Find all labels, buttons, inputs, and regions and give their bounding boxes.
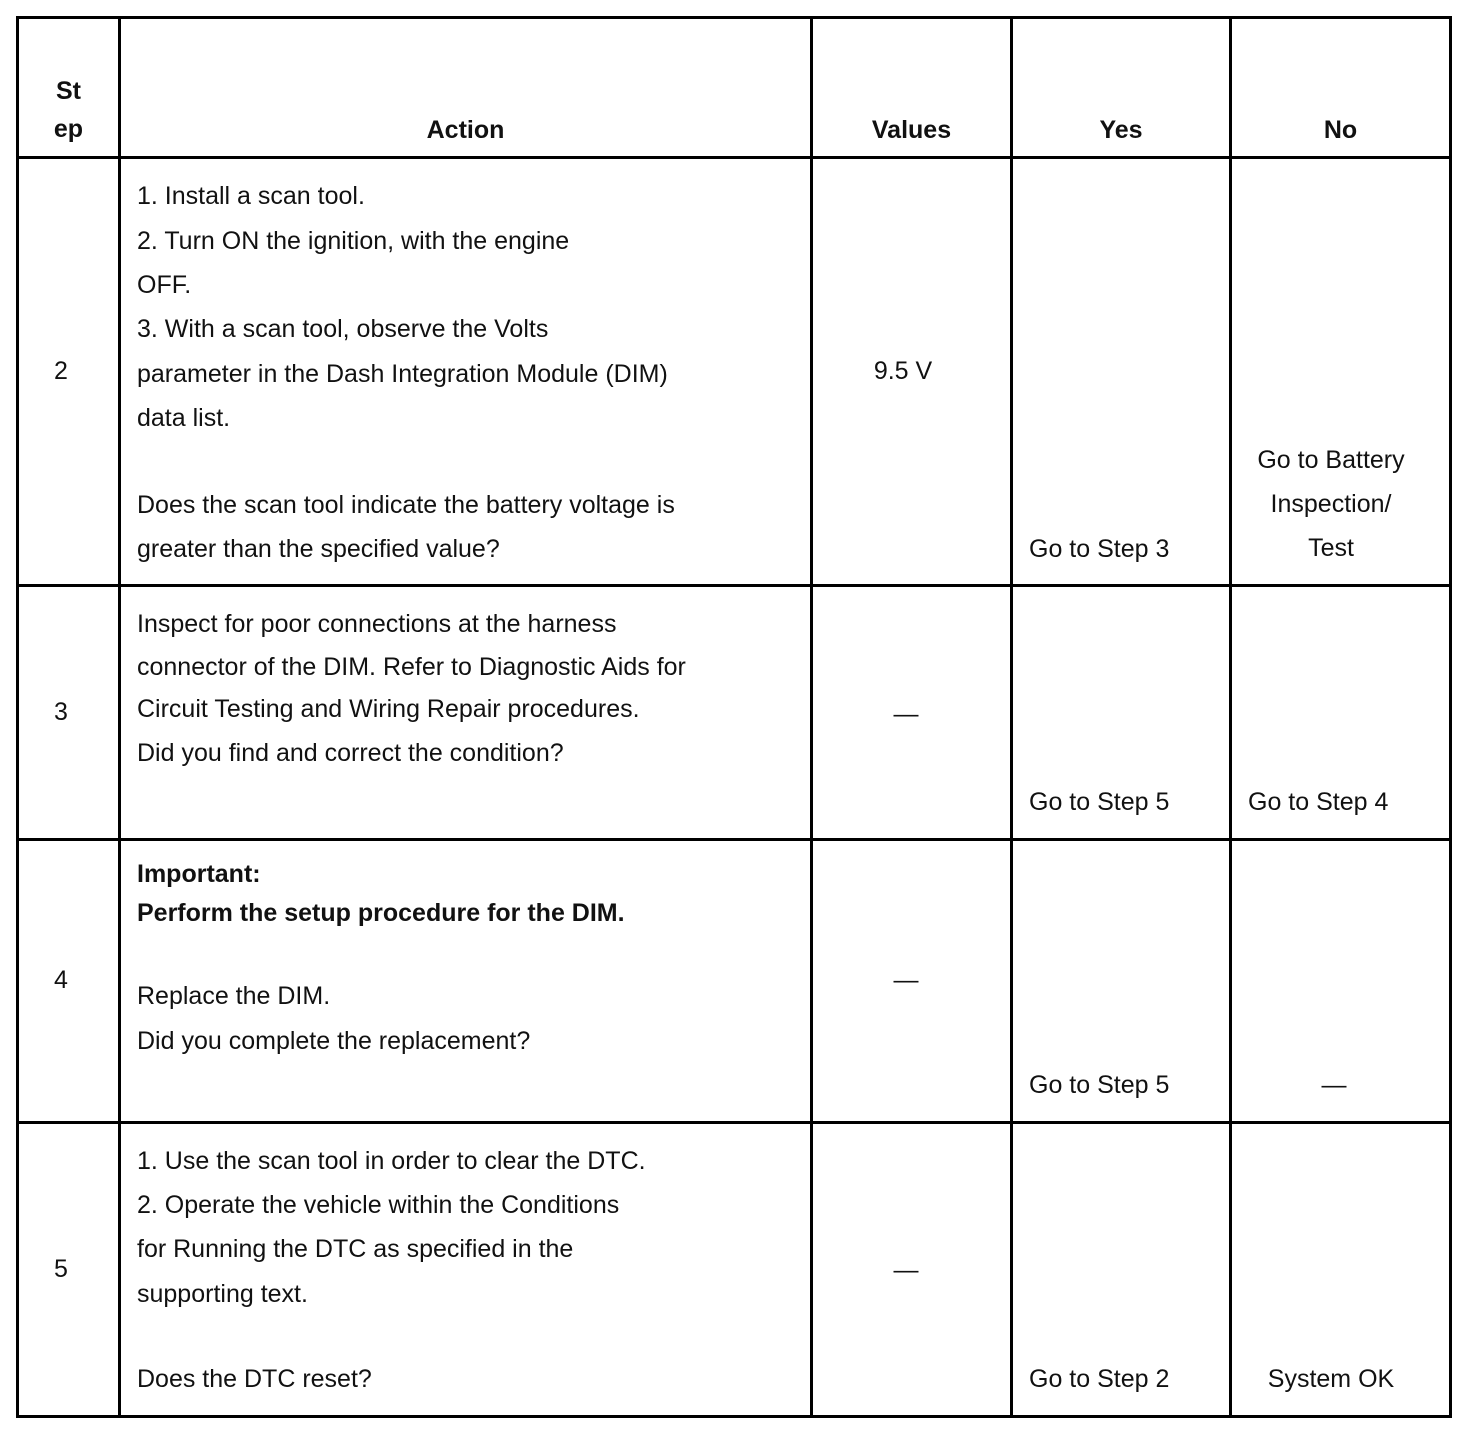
yes-link[interactable]: Go to Step 2 [1029,1365,1170,1393]
yes-link[interactable]: Go to Step 3 [1029,535,1170,563]
step-number: 3 [54,698,68,726]
no-link-line: Go to Battery [1257,446,1405,474]
header-step [19,72,118,148]
action-line: 3. With a scan tool, observe the Volts [137,315,549,343]
action-line: supporting text. [137,1280,308,1308]
header-action: Action [426,116,505,144]
action-question: Did you find and correct the condition? [137,739,564,767]
step-number: 5 [54,1255,68,1283]
step-number: 2 [54,357,68,385]
action-line: 2. Operate the vehicle within the Conditions [137,1191,620,1219]
table-border-bottom [16,1415,1452,1418]
row-divider-4 [16,1121,1452,1124]
action-line: Inspect for poor connections at the harness [137,610,617,638]
header-yes: Yes [1099,116,1143,144]
table-border-top [16,16,1452,19]
header-divider [16,156,1452,159]
no-result: System OK [1267,1365,1395,1393]
column-divider-yes [1010,16,1013,1418]
action-question: Did you complete the replacement? [137,1027,531,1055]
important-text: Perform the setup procedure for the DIM. [137,899,625,927]
action-line: Circuit Testing and Wiring Repair procedures. [137,695,640,723]
action-line: data list. [137,404,231,432]
column-divider-action [118,16,121,1418]
row-divider-2 [16,584,1452,587]
no-link[interactable]: Go to Step 4 [1248,788,1389,816]
value-cell: 9.5 V [873,357,933,385]
action-line: parameter in the Dash Integration Module (DIM) [137,360,668,388]
value-cell: — [893,966,919,994]
action-line: 2. Turn ON the ignition, with the engine [137,227,570,255]
header-values: Values [871,116,952,144]
important-label: Important: [137,860,261,888]
action-line: OFF. [137,271,192,299]
action-line: Replace the DIM. [137,982,331,1010]
header-step-line2: ep [53,115,84,143]
no-link-line: Test [1308,534,1354,562]
no-cell: — [1321,1071,1347,1099]
value-cell: — [893,700,919,728]
action-line: for Running the DTC as specified in the [137,1235,574,1263]
action-question: Does the DTC reset? [137,1365,372,1393]
action-line: 1. Use the scan tool in order to clear the DTC. [137,1147,646,1175]
no-link[interactable] [1232,438,1430,570]
action-line: connector of the DIM. Refer to Diagnostic Aids for [137,653,686,681]
yes-link[interactable]: Go to Step 5 [1029,788,1170,816]
column-divider-no [1229,16,1232,1418]
step-number: 4 [54,966,68,994]
value-cell: — [893,1256,919,1284]
table-border-right [1449,16,1452,1418]
action-question: greater than the specified value? [137,535,500,563]
header-step-line1: St [56,77,81,105]
yes-link[interactable]: Go to Step 5 [1029,1071,1170,1099]
action-line: 1. Install a scan tool. [137,182,365,210]
row-divider-3 [16,838,1452,841]
no-link-line: Inspection/ [1270,490,1392,518]
header-no: No [1323,116,1358,144]
action-question: Does the scan tool indicate the battery voltage is [137,491,675,519]
